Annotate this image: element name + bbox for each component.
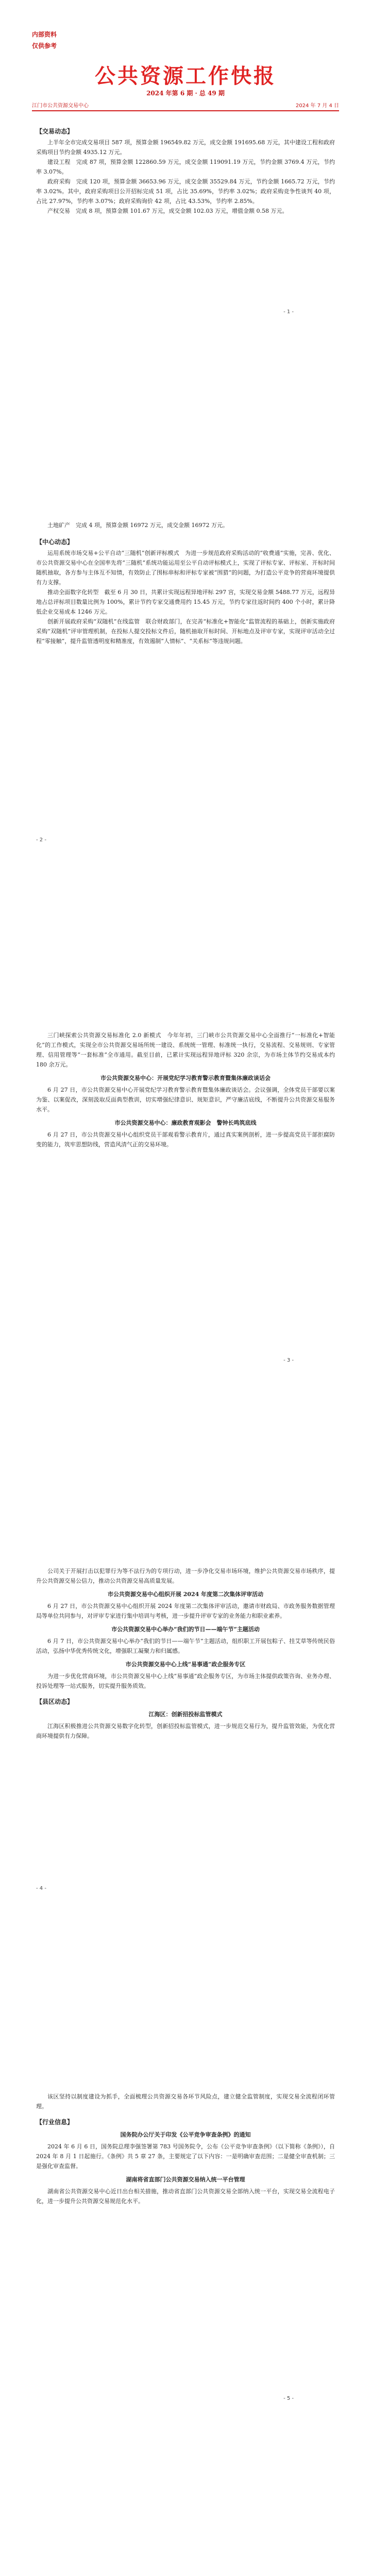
section-heading-county: 【县区动态】 [36,1698,74,1705]
paragraph: 推动全面数字化转型 截至 6 月 30 日，共累计实现远程异地评标 297 宫，实现交易金额 5488.77 万元，远程异地占总评标项目数量比例为 100%，累计节约专家交通费用约 15.45 万元，节约专家往返时间约 400 个小时，累计降低企业交易成本 1246 万元。 [36,589,335,615]
article-heading: 湖南将省直部门公共资源交易纳入统一平台管理 [126,2176,245,2183]
paragraph: 上半年全市完成交易项目 587 项，预算金额 196549.82 万元，成交金额 191695.68 万元，其中建设工程和政府采购项目节约金额 4935.12 万元。 [36,139,335,156]
page-3-body [0,1030,371,1149]
section-heading-industry: 【行业信息】 [36,2119,74,2126]
article-heading: 市公共资源交易中心：廉政教育观影会 警钟长鸣筑底线 [114,1120,257,1126]
paragraph: 创新开展政府采购“双随机”在线监管 联合财政部门，在完善“标准化+智能化”监管流程的基础上，创新实施政府采购“双随机”评审管理机制，在投标人提交投标文件后，随机抽取开标时间、开标地点及评审专家，实现评审活动全过程“零接触”，提升监管透明度和精准度，有效遏制“人情标”、“关系标”等违规问题。 [36,618,335,645]
page-2-body [0,520,371,646]
paragraph: 产权交易 完成 8 项，预算金额 101.67 万元，成交金额 102.03 万元，增值金额 0.58 万元。 [47,208,288,214]
article-heading: 市公共资源交易中心上线“易事通”政企服务专区 [125,1661,246,1668]
page-number: - 1 - [283,309,294,315]
masthead-date: 2024 年 7 月 4 日 [295,103,339,109]
paragraph: 政府采购 完成 120 项，预算金额 36653.96 万元，成交金额 35529.84 万元，节约金额 1665.72 万元，节约率 3.02%。其中，政府采购项目公开招标完成 51 项，占比 35.69%，节约率 3.02%；政府采购竞争性谈判 40 项，占比 27.97%，节约率 3.07%；政府采购询价 42 项，占比 43.53%，节约率 2.85%。 [36,178,335,205]
paragraph: 运用系统市场交易+公平自动“三随机”创新评标模式 为进一步规范政府采购活动的“收费通”实施，完善、优化、市公共资源交易中心在全国率先将“三随机”系统功能运用至公平自动评标模式上，实现了评标专家、评标室、开标时间随机抽取，各方参与主体互不知情，有效防止了围标串标和评标专家被“围猎”的问题，为打造公平竞争的营商环境提供有力支撑。 [36,550,335,586]
paragraph: 为进一步优化营商环境，市公共资源交易中心上线“易事通”政企服务专区，为市场主体提供政策咨询、业务办理、投诉处理等一站式服务，切实提升服务质效。 [36,1673,335,1689]
paragraph: 6 月 27 日，市公共资源交易中心组织党员干部观看警示教育片，通过真实案例剖析，进一步提高党员干部拒腐防变的能力，筑牢思想防线，营造风清气正的交易环境。 [36,1131,335,1148]
paragraph: 三门峡探索公共资源交易标准化 2.0 新模式 今年年初，三门峡市公共资源交易中心全面推行“一标准化+智能化”的工作模式，实现全市公共资源交易场所统一建设、系统统一管理、标准统一执行，交易流程、交易规则、专家管理、信用管理等“一套标准”全市通用。截至目前，已累计实现远程异地评标 320 余宗，为市场主体节约交易成本约 180 余万元。 [36,1032,335,1068]
masthead-tag-internal: 内部资料 [32,31,57,38]
page-number: - 2 - [36,837,46,843]
article-heading: 市公共资源交易中心举办“我们的节日——端午节”主题活动 [111,1626,260,1633]
paragraph: 6 月 27 日，市公共资源交易中心组织开展 2024 年度第二次集体评审活动，邀请市财政局、市政务服务数据管理局等单位共同参与，对评审专家进行集中培训与考核，进一步提升评审专家的业务能力和职业素养。 [36,1603,335,1619]
article-heading: 市公共资源交易中心：开展党纪学习教育警示教育暨集体廉政谈话会 [100,1075,271,1081]
masthead-tag-reference: 仅供参考 [32,42,57,49]
page-number: - 3 - [283,1358,294,1363]
masthead-issue: 2024 年第 6 期 · 总 49 期 [146,90,225,97]
paragraph: 该区坚持以制度建设为抓手，全面梳理公共资源交易各环节风险点，建立健全监管制度，实现交易全流程闭环管理。 [36,2093,335,2110]
paragraph: 6 月 7 日，市公共资源交易中心举办“我们的节日——端午节”主题活动，组织职工开展包粽子、挂艾草等传统民俗活动，弘扬中华优秀传统文化，增强职工凝聚力和归属感。 [36,1638,335,1654]
paragraph: 6 月 27 日，市公共资源交易中心开展党纪学习教育警示教育暨集体廉政谈话会。会议强调，全体党员干部要以案为鉴、以案促改，深刻汲取反面典型教训，切实增强纪律意识、规矩意识，严守廉洁底线，不断提升公共资源交易服务水平。 [36,1087,335,1113]
page-4-body [0,1566,371,1741]
masthead-title: 公共资源工作快报 [95,64,276,88]
paragraph: 江海区积极推进公共资源交易数字化转型，创新招投标监管模式，进一步规范交易行为，提升监管效能，为优化营商环境提供有力保障。 [36,1723,335,1739]
page-1-body [0,124,371,216]
paragraph: 湖南省公共资源交易中心近日出台相关措施，推动省直部门公共资源交易全部纳入统一平台，实现交易全流程电子化，进一步提升公共资源交易规范化水平。 [36,2188,335,2205]
paragraph: 公司关于开展打击以犯罪行为等不法行为的专项行动，进一步净化交易市场环境，维护公共资源交易市场秩序，提升公共资源交易公信力，推动公共资源交易高质量发展。 [36,1568,335,1584]
page-number: - 4 - [36,1886,46,1891]
section-heading-stats: 【交易动态】 [36,128,74,135]
article-heading: 江海区：创新招投标监管模式 [148,1711,223,1718]
section-heading-center: 【中心动态】 [36,538,74,546]
paragraph: 建设工程 完成 87 项，预算金额 122860.59 万元，成交金额 119091.19 万元，节约金额 3769.4 万元，节约率 3.07%。 [36,159,335,175]
masthead-info-row [32,101,339,109]
paragraph: 2024 年 6 月 6 日，国务院总理李强签署第 783 号国务院令，公布《公平竞争审查条例》（以下简称《条例》），自 2024 年 8 月 1 日起施行。《条例》共 5 章 27 条，主要规定了以下内容：一是明确审查范围；二是健全审查机制；三是强化审查监督。 [36,2143,335,2170]
article-heading: 市公共资源交易中心组织开展 2024 年度第二次集体评审活动 [107,1591,264,1598]
page-5-body [0,2092,371,2206]
paragraph: 土地矿产 完成 4 项，预算金额 16972 万元，成交金额 16972 万元。 [47,522,228,529]
masthead-divider [32,110,339,111]
page-number: - 5 - [283,2396,294,2401]
article-heading: 国务院办公厅关于印发《公平竞争审查条例》的通知 [120,2131,251,2138]
masthead-org: 江门市公共资源交易中心 [32,103,89,109]
